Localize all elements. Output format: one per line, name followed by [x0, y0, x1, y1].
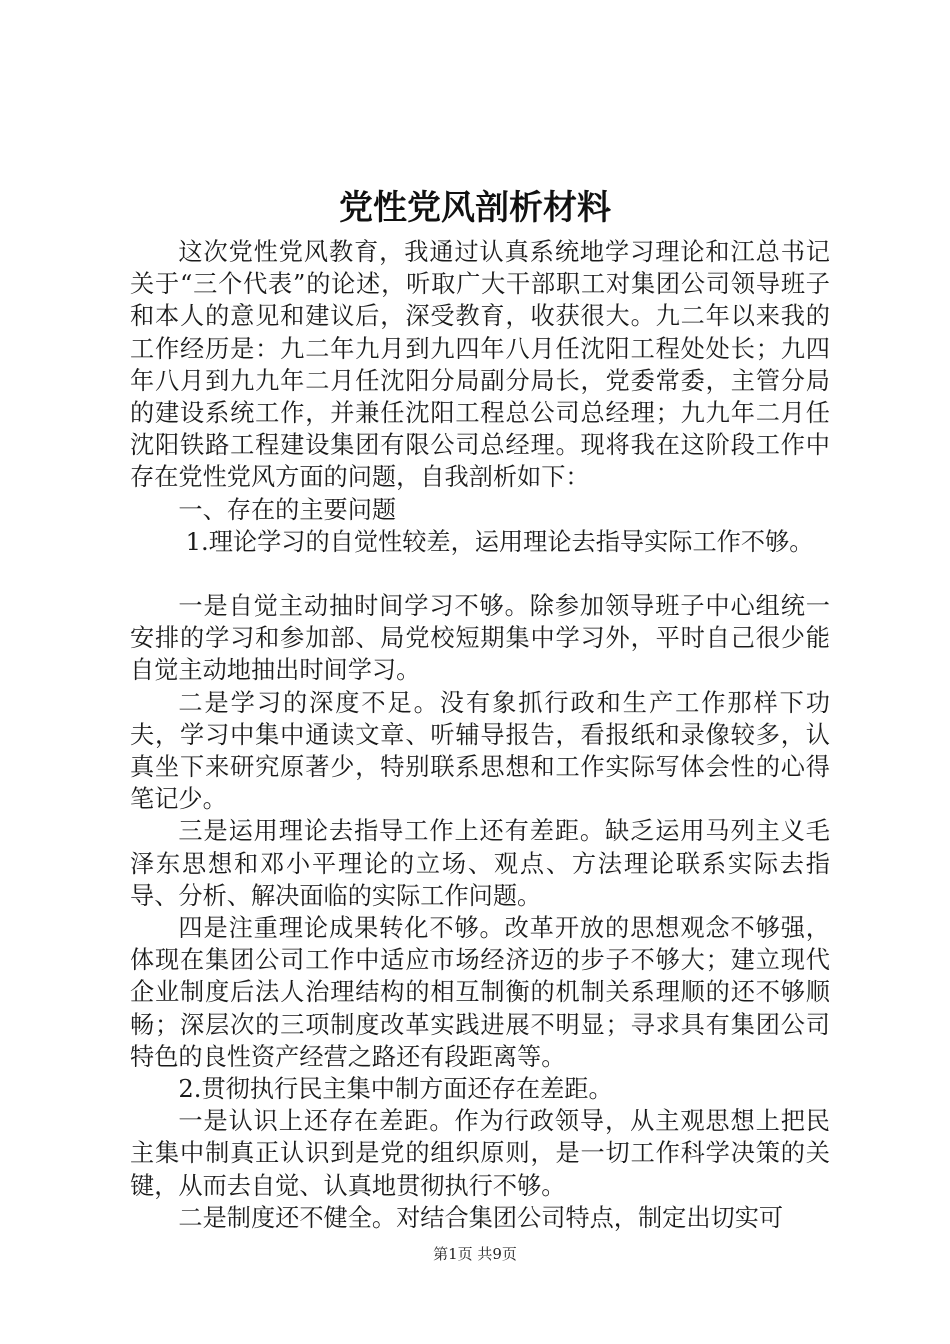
- paragraph-point-2: 二是学习的深度不足。没有象抓行政和生产工作那样下功夫，学习中集中通读文章、听辅导报告，看报纸和录像较多，认真坐下来研究原著少，特别联系思想和工作实际写体会性的心得笔记少。: [130, 688, 830, 814]
- page-footer: 第1页 共9页: [433, 1245, 517, 1263]
- subheading-democratic-centralism: 2.贯彻执行民主集中制方面还存在差距。: [178, 1075, 613, 1104]
- document-title: 党性党风剖析材料: [339, 188, 611, 228]
- subheading-theory-study: 1.理论学习的自觉性较差，运用理论去指导实际工作不够。: [185, 527, 814, 556]
- paragraph-point-1: 一是自觉主动抽时间学习不够。除参加领导班子中心组统一安排的学习和参加部、局党校短期集中学习外，平时自己很少能自觉主动地抽出时间学习。: [130, 592, 830, 685]
- paragraph-point-4: 四是注重理论成果转化不够。改革开放的思想观念不够强，体现在集团公司工作中适应市场经济迈的步子不够大；建立现代企业制度后法人治理结构的相互制衡的机制关系理顺的还不够顺畅；深层次的三项制度改革实践进展不明显；寻求具有集团公司特色的良性资产经营之路还有段距离等。: [130, 914, 830, 1071]
- document-body: [130, 236, 830, 1234]
- paragraph-dc-point-1: 一是认识上还存在差距。作为行政领导，从主观思想上把民主集中制真正认识到是党的组织原则，是一切工作科学决策的关键，从而去自觉、认真地贯彻执行不够。: [130, 1107, 830, 1200]
- paragraph-intro: 这次党性党风教育，我通过认真系统地学习理论和江总书记关于“三个代表”的论述，听取广大干部职工对集团公司领导班子和本人的意见和建议后，深受教育，收获很大。九二年以来我的工作经历是：九二年九月到九四年八月任沈阳工程处处长；九四年八月到九九年二月任沈阳分局副分局长，党委常委，主管分局的建设系统工作，并兼任沈阳工程总公司总经理；九九年二月任沈阳铁路工程建设集团有限公司总经理。现将我在这阶段工作中存在党性党风方面的问题，自我剖析如下：: [130, 238, 830, 492]
- paragraph-dc-point-2: 二是制度还不健全。对结合集团公司特点，制定出切实可: [178, 1203, 784, 1232]
- section-heading-main-problems: 一、存在的主要问题: [178, 495, 397, 524]
- paragraph-point-3: 三是运用理论去指导工作上还有差距。缺乏运用马列主义毛泽东思想和邓小平理论的立场、观点、方法理论联系实际去指导、分析、解决面临的实际工作问题。: [130, 817, 830, 910]
